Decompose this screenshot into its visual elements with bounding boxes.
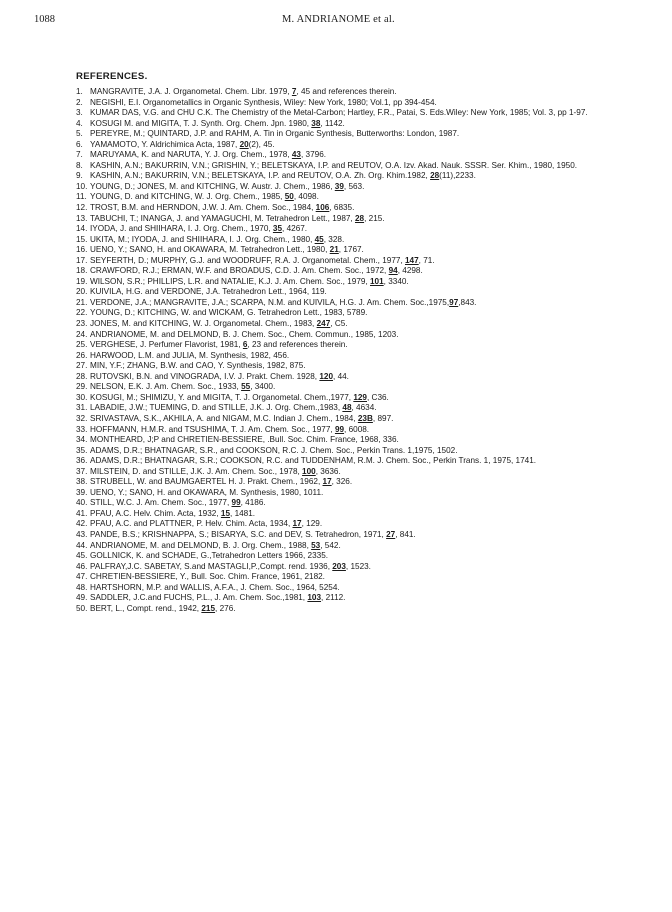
reference-item [76,266,636,277]
reference-text: NELSON, E.K. J. Am. Chem. Soc., 1933, [90,382,242,392]
reference-number: 3. [76,108,83,118]
volume-number: 15 [220,508,231,518]
reference-item [76,351,636,362]
reference-number: 12. [76,203,88,213]
reference-item [76,319,636,330]
reference-number: 16. [76,245,88,255]
reference-number: 23. [76,319,88,329]
volume-number: 21 [329,245,339,255]
reference-text: YAMAMOTO, Y. Aldrichimica Acta, 1987, [90,139,240,149]
reference-number: 39. [76,487,88,497]
reference-number: 4. [76,118,83,128]
reference-text: , 1767. [338,245,364,255]
reference-number: 38. [76,477,88,487]
reference-item [76,171,636,182]
reference-text: , 4267. [282,224,308,234]
reference-number: 32. [76,413,88,423]
reference-text: MILSTEIN, D. and STILLE, J.K. J. Am. Chem. Soc., 1978, [90,466,303,476]
reference-item [76,298,636,309]
reference-number: 50. [76,603,88,613]
reference-item [76,308,636,319]
reference-text: KOSUGI M. and MIGITA, T. J. Synth. Org. Chem. Jpn. 1980, [90,118,312,128]
reference-text: ANDRIANOME, M. and DELMOND, B. J. Chem. Soc., Chem. Commun., 1985, 1203. [90,329,399,339]
reference-text: , 6008. [344,424,370,434]
reference-text: KASHIN, A.N.; BAKURRIN, V.N.; GRISHIN, Y.; BELETSKAYA, I.P. and REUTOV, O.A. Izv. Akad. Nauk. SSSR. Ser. Khim., 1980, 1950. [90,160,578,170]
volume-number: 17 [322,477,332,487]
reference-item [76,98,636,109]
reference-number: 26. [76,350,88,360]
reference-item [76,414,636,425]
volume-number: 103 [307,593,322,603]
reference-text: ADAMS, D.R.; BHATNAGAR, S.R.; COOKSON, R.C. and TUDDENHAM, R.M. J. Chem. Soc., Perkin Trans. 1, 1975, 1741. [90,456,537,466]
volume-number: 28 [430,171,440,181]
reference-item [76,287,636,298]
reference-text: , 71. [418,255,435,265]
reference-text: , 1523. [345,561,371,571]
reference-item [76,150,636,161]
volume-number: 129 [353,392,367,402]
reference-number: 6. [76,139,83,149]
reference-number: 46. [76,561,88,571]
volume-number: 23B [357,413,373,423]
volume-number: 94 [388,266,398,276]
reference-text: , 4098. [293,192,319,202]
reference-text: RUTOVSKI, B.N. and VINOGRADA, I.V. J. Prakt. Chem. 1928, [90,371,320,381]
reference-text: STRUBELL, W. and BAUMGAERTEL H. J. Prakt. Chem., 1962, [90,477,323,487]
reference-number: 19. [76,276,88,286]
reference-item [76,140,636,151]
reference-text: TROST, B.M. and HERNDON, J.W. J. Am. Chem. Soc., 1984, [90,203,316,213]
reference-item [76,604,636,615]
volume-number: 106 [315,203,330,213]
reference-item [76,435,636,446]
reference-number: 10. [76,181,88,191]
reference-text: VERGHESE, J. Perfumer Flavorist, 1981, [90,340,243,350]
reference-item [76,192,636,203]
reference-text: IYODA, J. and SHIIHARA, I. J. Org. Chem., 1970, [90,224,273,234]
reference-text: CHRETIEN-BESSIERE, Y., Bull. Soc. Chim. France, 1961, 2182. [90,572,325,582]
reference-text: PALFRAY,J.C. SABETAY, S.and MASTAGLI,P.,Compt. rend. 1936, [90,561,333,571]
reference-item [76,425,636,436]
reference-number: 37. [76,466,88,476]
reference-text: KUIVILA, H.G. and VERDONE, J.A. Tetrahedron Lett., 1964, 119. [90,287,327,297]
volume-number: 43 [291,150,301,160]
reference-text: , 3636. [315,466,341,476]
reference-number: 20. [76,287,88,297]
reference-text: YOUNG, D.; KITCHING, W. and WICKAM, G. Tetrahedron Lett., 1983, 5789. [90,308,368,318]
volume-number: 147 [405,255,419,265]
reference-text: SRIVASTAVA, S.K., AKHILA, A. and NIGAM, M.C. Indian J. Chem., 1984, [90,413,358,423]
reference-item [76,119,636,130]
reference-text: MARUYAMA, K. and NARUTA, Y. J. Org. Chem., 1978, [90,150,292,160]
reference-item [76,519,636,530]
reference-number: 2. [76,97,83,107]
reference-number: 49. [76,593,88,603]
reference-text: , C5. [330,319,348,329]
volume-number: 6 [242,340,248,350]
reference-item [76,330,636,341]
reference-number: 22. [76,308,88,318]
reference-item [76,551,636,562]
reference-item [76,446,636,457]
reference-text: NEGISHI, E.I. Organometallics in Organic Synthesis, Wiley: New York, 1980; Vol.1, pp 394-454. [90,97,437,107]
reference-text: PEREYRE, M.; QUINTARD, J.P. and RAHM, A. Tin in Organic Synthesis, Butterworths: London, 1987. [90,129,460,139]
reference-text: , 215. [364,213,385,223]
volume-number: 50 [284,192,294,202]
volume-number: 99 [334,424,345,434]
reference-number: 9. [76,171,83,181]
volume-number: 7 [291,87,297,96]
reference-text: , 4186. [240,498,266,508]
reference-text: PFAU, A.C. and PLATTNER, P. Helv. Chim. Acta, 1934, [90,519,293,529]
reference-item [76,403,636,414]
reference-text: MONTHEARD, J;P and CHRETIEN-BESSIERE, .Bull. Soc. Chim. France, 1968, 336. [90,435,399,445]
reference-number: 29. [76,382,88,392]
reference-number: 8. [76,160,83,170]
reference-list [76,87,636,614]
reference-number: 27. [76,361,88,371]
volume-number: 99 [231,498,241,508]
reference-text: (2), 45. [248,139,275,149]
reference-item [76,245,636,256]
reference-number: 25. [76,340,88,350]
volume-number: 27 [386,529,396,539]
reference-text: UKITA, M.; IYODA, J. and SHIIHARA, I. J. Org. Chem., 1980, [90,234,315,244]
reference-number: 31. [76,403,88,413]
references-heading: REFERENCES. [76,71,148,82]
reference-number: 18. [76,266,88,276]
reference-number: 28. [76,371,88,381]
reference-text: SADDLER, J.C.and FUCHS, P.L., J. Am. Chem. Soc.,1981, [90,593,308,603]
page-header [34,14,618,30]
reference-number: 42. [76,519,88,529]
reference-number: 13. [76,213,88,223]
volume-number: 38 [311,118,321,128]
volume-number: 45 [314,234,324,244]
reference-number: 5. [76,129,83,139]
reference-number: 33. [76,424,88,434]
reference-item [76,182,636,193]
reference-number: 15. [76,234,88,244]
reference-number: 40. [76,498,88,508]
page-number: 1088 [34,14,55,25]
reference-number: 30. [76,392,88,402]
reference-text: GOLLNICK, K. and SCHADE, G.,Tetrahedron Letters 1966, 2335. [90,551,329,561]
reference-text: UENO, Y.; SANO, H. and OKAWARA, M. Synthesis, 1980, 1011. [90,487,324,497]
reference-item [76,467,636,478]
reference-text: , 3340. [383,276,409,286]
reference-text: , 326. [331,477,353,487]
reference-text: , 1142. [320,118,345,128]
reference-text: , 45 and references therein. [296,87,397,96]
reference-text: HARWOOD, L.M. and JULIA, M. Synthesis, 1982, 456. [90,350,290,360]
reference-item [76,583,636,594]
reference-text: MANGRAVITE, J.A. J. Organometal. Chem. Libr. 1979, [90,87,292,96]
reference-item [76,530,636,541]
reference-text: KOSUGI, M.; SHIMIZU, Y. and MIGITA, T. J. Organometal. Chem.,1977, [90,392,354,402]
reference-text: , 3400. [250,382,276,392]
reference-text: KASHIN, A.N.; BAKURRIN, V.N.; BELETSKAYA, I.P. and REUTOV, O.A. Zh. Org. Khim.1982, [90,171,431,181]
reference-text: ANDRIANOME, M. and DELMOND, B. J. Org. Chem., 1988, [90,540,312,550]
reference-item [76,214,636,225]
reference-item [76,256,636,267]
reference-number: 7. [76,150,83,160]
reference-text: , C36. [366,392,389,402]
reference-text: , 4298. [397,266,423,276]
volume-number: 53 [311,540,321,550]
reference-text: WILSON, S.R.; PHILLIPS, L.R. and NATALIE, K.J. J. Am. Chem. Soc., 1979, [90,276,370,286]
reference-item [76,340,636,351]
reference-text: , 1481. [230,508,256,518]
reference-text: , 542. [320,540,341,550]
reference-item [76,235,636,246]
reference-number: 21. [76,297,88,307]
reference-text: HARTSHORN, M.P. and WALLIS, A.F.A., J. Chem. Soc., 1964, 5254. [90,582,340,592]
reference-item [76,572,636,583]
reference-text: YOUNG, D.; JONES, M. and KITCHING, W. Austr. J. Chem., 1986, [90,181,335,191]
reference-item [76,129,636,140]
running-head: M. ANDRIANOME et al. [282,14,395,25]
reference-item [76,87,636,98]
reference-text: , 44. [333,371,349,381]
reference-text: , 3796. [300,150,327,160]
reference-text: TABUCHI, T.; INANGA, J. and YAMAGUCHI, M. Tetrahedron Lett., 1987, [90,213,355,223]
reference-text: , 563. [343,181,365,191]
reference-item [76,382,636,393]
reference-text: , 328. [323,234,345,244]
reference-item [76,456,636,467]
volume-number: 203 [332,561,346,571]
reference-text: , 841. [395,529,416,539]
volume-number: 247 [316,319,331,329]
reference-text: KUMAR DAS, V.G. and CHU C.K. The Chemistry of the Metal-Carbon; Hartley, F.R., Patai, S. Eds.Wiley: New York, 1985; Vol. 3, pp 1-97. [90,108,588,118]
reference-text: YOUNG, D. and KITCHING, W. J. Org. Chem., 1985, [90,192,285,202]
reference-text: , 897. [372,413,394,423]
volume-number: 48 [342,403,352,413]
reference-number: 41. [76,508,88,518]
reference-item [76,161,636,172]
reference-item [76,224,636,235]
reference-item [76,108,636,119]
reference-number: 45. [76,551,88,561]
reference-item [76,593,636,604]
reference-item [76,372,636,383]
reference-number: 11. [76,192,87,202]
volume-number: 39 [334,181,344,191]
reference-text: MIN, Y.F.; ZHANG, B.W. and CAO, Y. Synthesis, 1982, 875. [90,361,306,371]
reference-text: (11),2233. [439,171,476,181]
volume-number: 101 [370,276,384,286]
reference-item [76,541,636,552]
reference-text: SEYFERTH, D.; MURPHY, G.J. and WOODRUFF, R.A. J. Organometal. Chem., 1977, [90,255,405,265]
reference-text: , 129. [301,519,323,529]
reference-item [76,477,636,488]
reference-text: , 4634. [351,403,377,413]
reference-number: 14. [76,224,88,234]
reference-item [76,509,636,520]
reference-text: ADAMS, D.R.; BHATNAGAR, S.R., and COOKSON, R.C. J. Chem. Soc., Perkin Trans. 1,1975, 1502. [90,445,458,455]
reference-text: , 6835. [329,203,355,213]
reference-text: , 276. [215,603,236,613]
reference-item [76,203,636,214]
reference-text: ,843. [458,297,477,307]
reference-text: , 2112. [321,593,346,603]
volume-number: 20 [239,139,249,149]
reference-item [76,562,636,573]
volume-number: 55 [241,382,251,392]
reference-text: BERT, L., Compt. rend., 1942, [90,603,202,613]
reference-text: UENO, Y.; SANO, H. and OKAWARA, M. Tetrahedron Lett., 1980, [90,245,330,255]
reference-item [76,361,636,372]
reference-number: 1. [76,87,83,96]
reference-text: VERDONE, J.A.; MANGRAVITE, J.A.; SCARPA, N.M. and KUIVILA, H.G. J. Am. Chem. Soc.,1975, [90,297,450,307]
reference-number: 36. [76,456,88,466]
reference-item [76,277,636,288]
reference-text: , 23 and references therein. [247,340,348,350]
reference-number: 24. [76,329,88,339]
volume-number: 120 [319,371,334,381]
reference-text: PFAU, A.C. Helv. Chim. Acta, 1932, [90,508,221,518]
reference-number: 44. [76,540,88,550]
reference-item [76,393,636,404]
volume-number: 28 [354,213,365,223]
reference-text: STILL, W.C. J. Am. Chem. Soc., 1977, [90,498,232,508]
reference-text: HOFFMANN, H.M.R. and TSUSHIMA, T. J. Am. Chem. Soc., 1977, [90,424,335,434]
reference-text: JONES, M. and KITCHING, W. J. Organometal. Chem., 1983, [90,319,317,329]
reference-number: 48. [76,582,88,592]
reference-number: 17. [76,255,88,265]
reference-number: 34. [76,435,88,445]
volume-number: 35 [272,224,283,234]
reference-text: PANDE, B.S.; KRISHNAPPA, S.; BISARYA, S.C. and DEV, S. Tetrahedron, 1971, [90,529,387,539]
reference-item [76,488,636,499]
reference-text: LABADIE, J.W.; TUEMING, D. and STILLE, J.K. J. Org. Chem.,1983, [90,403,343,413]
volume-number: 215 [201,603,216,613]
volume-number: 17 [292,519,302,529]
reference-number: 43. [76,529,88,539]
reference-item [76,498,636,509]
volume-number: 100 [302,466,316,476]
reference-number: 35. [76,445,88,455]
reference-number: 47. [76,572,88,582]
reference-text: CRAWFORD, R.J.; ERMAN, W.F. and BROADUS, C.D. J. Am. Chem. Soc., 1972, [90,266,389,276]
volume-number: 97 [449,297,459,307]
